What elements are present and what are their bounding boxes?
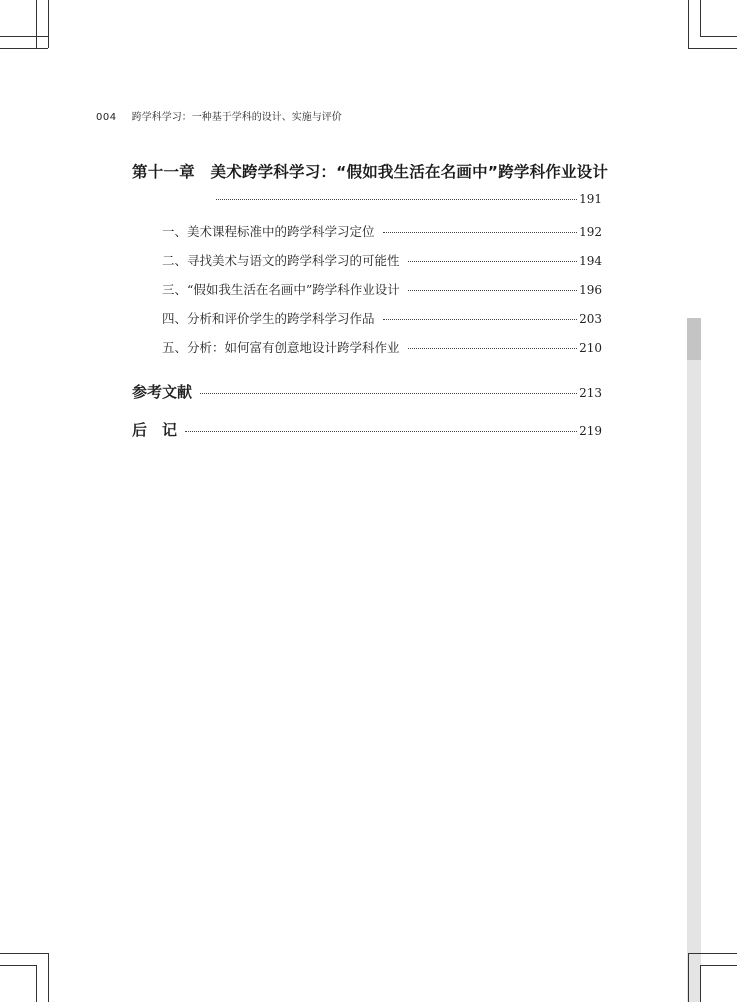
- toc-entry: [162, 280, 602, 298]
- leader-dots: [408, 260, 578, 262]
- running-header: [96, 108, 342, 123]
- references-page: 213: [579, 386, 602, 400]
- toc-entry-label: 四、分析和评价学生的跨学科学习作品: [162, 311, 375, 326]
- toc-entry-label: 二、寻找美术与语文的跨学科学习的可能性: [162, 253, 400, 268]
- header-book-title: 跨学科学习：一种基于学科的设计、实施与评价: [131, 112, 342, 123]
- toc-entry: [162, 251, 602, 269]
- page-edge-bar: [687, 318, 701, 1002]
- chapter-page: 191: [579, 192, 602, 206]
- toc-entry-page: 196: [579, 283, 602, 297]
- leader-dots: [383, 231, 578, 233]
- toc-references: [132, 381, 602, 402]
- leader-dots: [408, 347, 578, 349]
- toc-entry: [162, 309, 602, 327]
- leader-dots: [408, 289, 577, 291]
- toc-afterword: [132, 419, 602, 440]
- page-edge-tab: [687, 318, 701, 360]
- header-page-number: 004: [96, 112, 117, 123]
- toc-entry: [162, 222, 602, 240]
- toc-entry-page: 210: [579, 341, 602, 355]
- afterword-page: 219: [579, 424, 602, 438]
- leader-dots: [185, 430, 577, 432]
- toc-entry-label: 五、分析：如何富有创意地设计跨学科作业: [162, 340, 400, 355]
- references-label: 参考文献: [132, 383, 193, 401]
- toc-entry: [162, 338, 602, 356]
- toc-entry-label: 一、美术课程标准中的跨学科学习定位: [162, 224, 375, 239]
- chapter-page-line: [216, 192, 602, 206]
- chapter-title: 第十一章 美术跨学科学习：“假如我生活在名画中”跨学科作业设计: [132, 163, 609, 181]
- toc-entry-page: 192: [579, 225, 602, 239]
- leader-dots: [200, 392, 577, 394]
- toc-entry-label: 三、“假如我生活在名画中”跨学科作业设计: [162, 282, 400, 297]
- afterword-label: 后 记: [132, 421, 178, 439]
- leader-dots: [383, 318, 578, 320]
- leader-dots: [216, 198, 577, 200]
- toc-entry-page: 194: [579, 254, 602, 268]
- toc-entry-page: 203: [579, 312, 602, 326]
